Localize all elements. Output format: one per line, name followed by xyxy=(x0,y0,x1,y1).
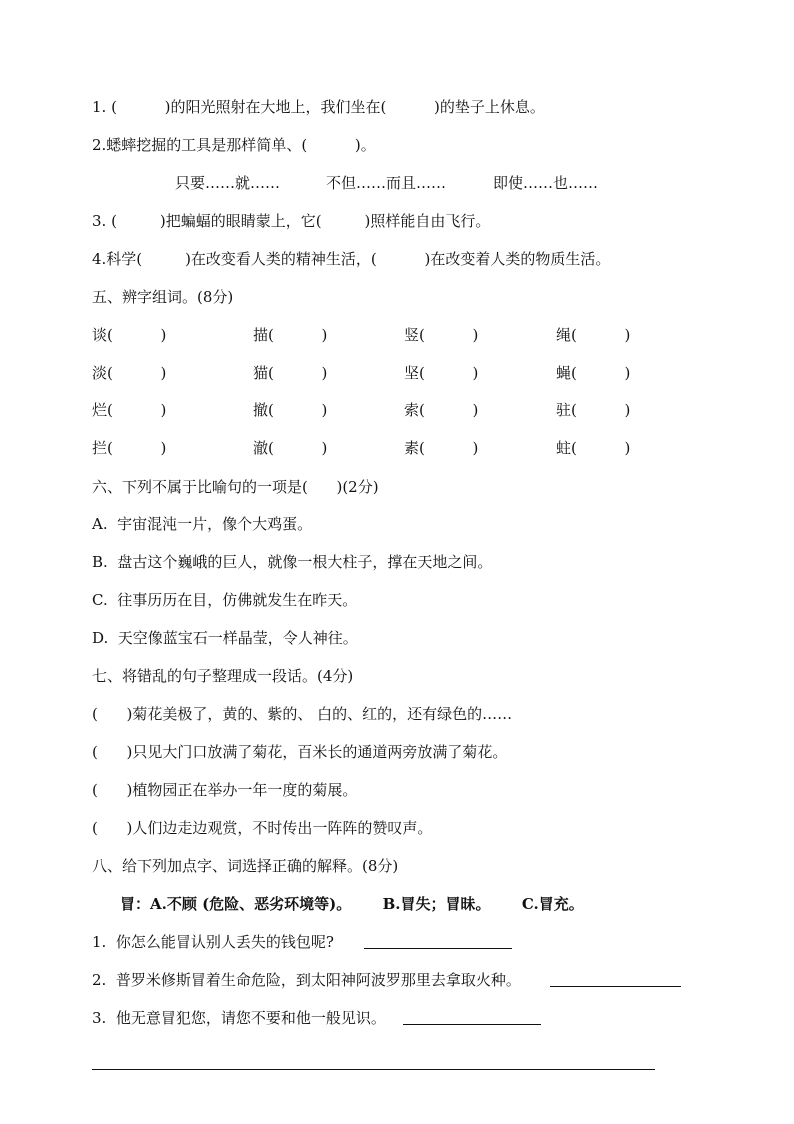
fill-question-4: 4.科学( )在改变看人类的精神生活，( )在改变着人类的物质生活。 xyxy=(92,250,611,268)
word-cell: 竖( ) xyxy=(404,326,479,344)
ordering-sentence: ( )只见大门口放满了菊花，百米长的通道两旁放满了菊花。 xyxy=(92,743,508,761)
word-cell: 拦( ) xyxy=(92,439,167,457)
word-cell: 素( ) xyxy=(404,439,479,457)
section-7-title: 七、将错乱的句子整理成一段话。(4分) xyxy=(92,667,354,685)
answer-blank-1 xyxy=(364,948,512,949)
answer-blank-3 xyxy=(403,1024,541,1025)
section-6-title: 六、下列不属于比喻句的一项是( )(2分) xyxy=(92,478,379,496)
word-cell: 烂( ) xyxy=(92,401,167,419)
word-cell: 坚( ) xyxy=(404,364,479,382)
ordering-sentence: ( )人们边走边观赏，不时传出一阵阵的赞叹声。 xyxy=(92,819,433,837)
ordering-sentence: ( )植物园正在举办一年一度的菊展。 xyxy=(92,781,358,799)
conjunction-option: 不但……而且…… xyxy=(326,174,447,192)
bottom-rule xyxy=(92,1069,655,1070)
answer-blank-2 xyxy=(550,986,681,987)
conjunction-option: 即使……也…… xyxy=(493,174,599,192)
word-cell: 蛀( ) xyxy=(556,439,631,457)
fill-question-2: 2.蟋蟀挖掘的工具是那样简单、( )。 xyxy=(92,136,376,154)
word-cell: 蝇( ) xyxy=(556,364,631,382)
word-cell: 描( ) xyxy=(253,326,328,344)
fill-question-3: 3. ( )把蝙蝠的眼睛蒙上，它( )照样能自由飞行。 xyxy=(92,212,491,230)
word-cell: 谈( ) xyxy=(92,326,167,344)
word-cell: 绳( ) xyxy=(556,326,631,344)
fill-question-1: 1. ( )的阳光照射在大地上，我们坐在( )的垫子上休息。 xyxy=(92,98,545,116)
word-cell: 猫( ) xyxy=(253,364,328,382)
option-b: B. 盘古这个巍峨的巨人，就像一根大柱子，撑在天地之间。 xyxy=(92,553,493,571)
word-cell: 澈( ) xyxy=(253,439,328,457)
section-8-title: 八、给下列加点字、词选择正确的解释。(8分) xyxy=(92,857,399,875)
meaning-question-3: 3. 他无意冒犯您，请您不要和他一般见识。 xyxy=(92,1009,386,1027)
word-cell: 淡( ) xyxy=(92,364,167,382)
word-cell: 索( ) xyxy=(404,401,479,419)
conjunction-option: 只要……就…… xyxy=(175,174,281,192)
option-d: D. 天空像蓝宝石一样晶莹，令人神往。 xyxy=(92,629,358,647)
meaning-question-2: 2. 普罗米修斯冒着生命危险，到太阳神阿波罗那里去拿取火种。 xyxy=(92,971,521,989)
meaning-question-1: 1. 你怎么能冒认别人丢失的钱包呢? xyxy=(92,933,334,951)
definitions-line: 冒：A.不顾 (危险、恶劣环境等)。 B.冒失；冒昧。 C.冒充。 xyxy=(120,895,584,913)
word-cell: 驻( ) xyxy=(556,401,631,419)
ordering-sentence: ( )菊花美极了，黄的、紫的、 白的、红的，还有绿色的…… xyxy=(92,705,513,723)
option-c: C. 往事历历在目，仿佛就发生在昨天。 xyxy=(92,591,358,609)
word-cell: 撤( ) xyxy=(253,401,328,419)
option-a: A. 宇宙混沌一片，像个大鸡蛋。 xyxy=(92,515,313,533)
section-5-title: 五、辨字组词。(8分) xyxy=(92,288,234,306)
